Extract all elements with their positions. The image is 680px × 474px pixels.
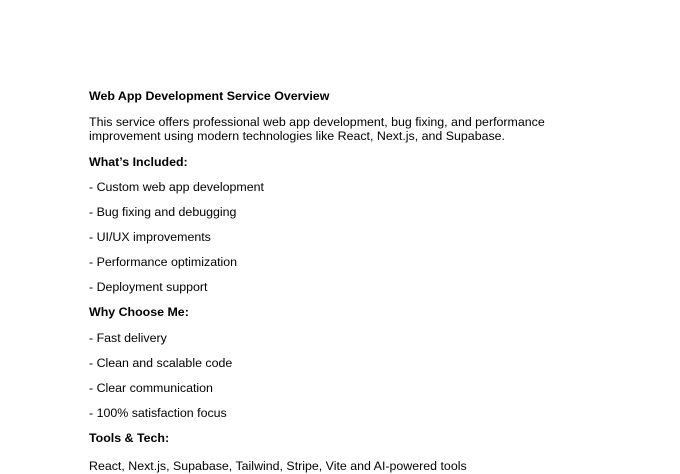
- section-heading-whats-included: What’s Included:: [89, 154, 188, 169]
- section-heading-tools-tech: Tools & Tech:: [89, 430, 170, 445]
- document-body: [89, 89, 609, 471]
- list-item: - Clean and scalable code: [89, 355, 233, 370]
- list-item: - 100% satisfaction focus: [89, 405, 227, 420]
- document-title: Web App Development Service Overview: [89, 89, 330, 103]
- list-item: React, Next.js, Supabase, Tailwind, Stripe, Vite and AI-powered tools: [89, 459, 467, 473]
- list-item: - Deployment support: [89, 280, 208, 294]
- section-heading-why-choose-me: Why Choose Me:: [89, 305, 189, 319]
- list-item: - UI/UX improvements: [89, 230, 211, 244]
- list-item: - Clear communication: [89, 380, 213, 395]
- intro-paragraph: This service offers professional web app development, bug fixing, and performance improvement using modern technologies like React, Next.js, and Supabase.: [89, 114, 545, 143]
- list-item: - Bug fixing and debugging: [89, 205, 237, 219]
- list-item: - Performance optimization: [89, 255, 238, 269]
- list-item: - Fast delivery: [89, 330, 167, 345]
- list-item: - Custom web app development: [89, 180, 264, 194]
